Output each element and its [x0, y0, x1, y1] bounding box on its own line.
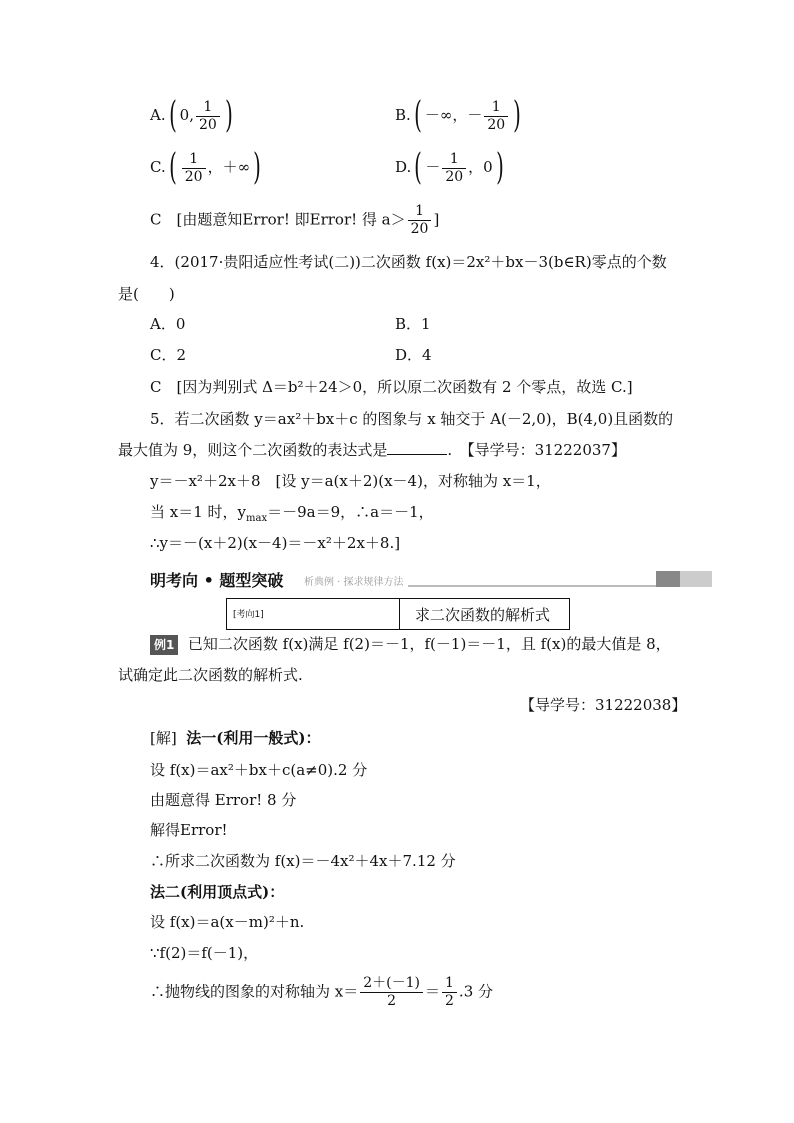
- q3-option-a: [150, 95, 236, 136]
- numerator: 1: [182, 151, 206, 169]
- denominator: 20: [198, 116, 217, 133]
- fraction: [196, 99, 220, 134]
- q3-option-d: [395, 147, 507, 188]
- topic-box: [226, 598, 570, 630]
- q4-stem-line2: 是( ): [118, 285, 175, 303]
- right-paren: ): [495, 147, 504, 188]
- solution-method1-title: [150, 728, 320, 748]
- numerator: 1: [408, 203, 432, 221]
- q5-answer-line3: ∴y＝－(x＋2)(x－4)＝－x²＋2x＋8.]: [150, 534, 401, 552]
- method-title: 法一(利用一般式)：: [186, 729, 321, 747]
- solution-step: 设 f(x)＝a(x－m)²＋n.: [150, 913, 305, 931]
- fraction: [408, 203, 432, 238]
- guide-number: . 【导学号：31222037】: [447, 441, 626, 459]
- example-line2: 试确定此二次函数的解析式.: [118, 666, 303, 684]
- fraction: [442, 151, 466, 186]
- example-guide-number: 【导学号：31222038】: [520, 696, 687, 714]
- q4-option-a: A．0: [150, 315, 186, 333]
- topic-tag: [考向1]: [233, 610, 264, 620]
- q4-option-d: D．4: [395, 346, 432, 364]
- q5-stem-line2: [118, 440, 626, 460]
- answer-blank: [387, 440, 447, 455]
- answer-text: C [由题意知Error! 即Error! 得 a＞: [150, 210, 406, 229]
- q3-answer: [150, 203, 439, 238]
- q5-answer-line1: y＝－x²＋2x＋8 [设 y＝a(x＋2)(x－4)，对称轴为 x＝1，: [150, 472, 551, 490]
- answer-text: 当 x＝1 时，y: [150, 503, 247, 521]
- denominator: 20: [445, 168, 464, 185]
- section-subtitle: 析典例 · 探求规律方法: [304, 577, 404, 588]
- example-tag: 例1: [150, 635, 178, 655]
- right-paren: ): [253, 147, 261, 188]
- decor-block-dark: [656, 571, 680, 587]
- fraction: [442, 975, 457, 1010]
- decor-block-light: [680, 571, 712, 587]
- topic-tag-cell: [227, 599, 400, 629]
- left-paren: (: [413, 95, 422, 136]
- left-paren: (: [414, 147, 423, 188]
- denominator: 2: [387, 993, 397, 1009]
- denominator: 20: [184, 168, 203, 185]
- q5-answer-line2: [150, 502, 434, 529]
- solution-step: ∵f(2)＝f(－1)，: [150, 944, 259, 962]
- solution-text: .3 分: [458, 982, 494, 1001]
- q4-answer: C [因为判别式 Δ＝b²＋24＞0，所以原二次函数有 2 个零点，故选 C.]: [150, 378, 633, 396]
- subscript: max: [246, 513, 268, 524]
- left-paren: (: [168, 147, 177, 188]
- option-text: 0,: [179, 106, 194, 124]
- option-label: B.: [395, 106, 411, 124]
- numerator: 1: [196, 99, 220, 117]
- example-text: 已知二次函数 f(x)满足 f(2)＝－1，f(－1)＝－1，且 f(x)的最大值是 8，: [187, 635, 671, 653]
- solution-step: 解得Error!: [150, 821, 228, 839]
- answer-text: ]: [433, 210, 440, 229]
- solution-method2-title: 法二(利用顶点式)：: [150, 883, 285, 901]
- denominator: 20: [410, 221, 429, 237]
- q4-option-b: B．1: [395, 315, 431, 333]
- denominator: 20: [487, 116, 506, 133]
- option-label: D.: [395, 158, 412, 176]
- topic-title: 求二次函数的解析式: [415, 606, 551, 624]
- q5-stem-line1: 5．若二次函数 y＝ax²＋bx＋c 的图象与 x 轴交于 A(－2,0)，B(4,0)且函数的: [150, 410, 674, 428]
- stem-text: 最大值为 9，则这个二次函数的表达式是: [118, 441, 388, 459]
- numerator: 1: [442, 975, 457, 993]
- left-paren: (: [168, 95, 177, 136]
- option-text: ，＋∞: [207, 158, 251, 176]
- q4-option-c: C．2: [150, 346, 187, 364]
- q4-stem-line1: 4．(2017·贵阳适应性考试(二))二次函数 f(x)＝2x²＋bx－3(b∈R)零点的个数: [150, 253, 667, 271]
- solution-tag: [解]: [150, 729, 177, 747]
- answer-text: ＝－9a＝9，∴a＝－1，: [267, 503, 434, 521]
- option-text: －: [425, 158, 441, 176]
- section-title: 明考向 • 题型突破: [150, 571, 284, 590]
- right-paren: ): [224, 95, 233, 136]
- denominator: 2: [445, 993, 454, 1009]
- option-text: －∞，－: [424, 106, 483, 124]
- option-label: C.: [150, 158, 166, 176]
- numerator: 1: [484, 99, 508, 117]
- section-header: [118, 568, 712, 590]
- numerator: 1: [442, 151, 466, 169]
- fraction: [484, 99, 508, 134]
- solution-text: ∴抛物线的图象的对称轴为 x＝: [150, 982, 359, 1001]
- solution-step: ∴所求二次函数为 f(x)＝－4x²＋4x＋7.12 分: [150, 852, 456, 870]
- solution-step: 设 f(x)＝ax²＋bx＋c(a≠0).2 分: [150, 761, 368, 779]
- numerator: 2＋(－1): [360, 975, 423, 993]
- solution-step: 由题意得 Error! 8 分: [150, 791, 297, 809]
- solution-axis-step: [150, 975, 493, 1010]
- option-label: A.: [150, 106, 166, 124]
- fraction: [360, 975, 423, 1010]
- q3-option-c: [150, 147, 264, 188]
- equals-sign: ＝: [424, 982, 440, 1001]
- option-text: ，0: [468, 158, 493, 176]
- right-paren: ): [513, 95, 522, 136]
- q3-option-b: [395, 95, 524, 136]
- fraction: [182, 151, 206, 186]
- example-line1: [150, 634, 671, 655]
